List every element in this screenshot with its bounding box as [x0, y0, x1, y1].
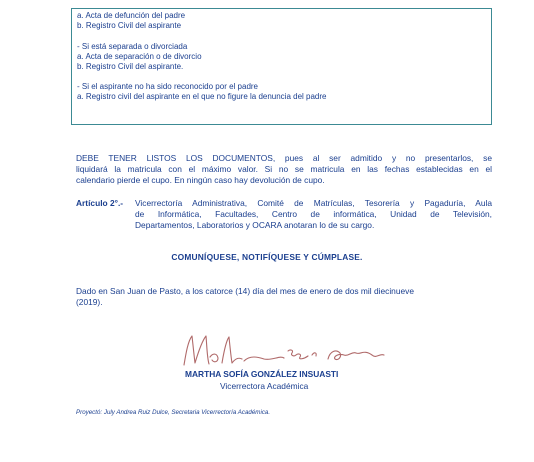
box-line: a. Registro civil del aspirante en el que no figure la denuncia del padre — [77, 92, 327, 101]
box-line: a. Acta de defunción del padre — [77, 11, 186, 20]
article-label: Artículo 2°.- — [76, 198, 124, 208]
box-line: - Si el aspirante no ha sido reconocido por el padre — [77, 82, 258, 91]
notice-line: calendario pierde el cupo. En ningún caso hay devolución de cupo. — [76, 175, 325, 185]
signatory-name: MARTHA SOFÍA GONZÁLEZ INSUASTI — [185, 369, 339, 379]
signatory-role: Vicerrectora Académica — [220, 381, 309, 391]
box-line: b. Registro Civil del aspirante. — [77, 62, 184, 71]
documents-notice — [76, 153, 492, 186]
handwritten-signature — [180, 333, 390, 369]
box-line: a. Acta de separación o de divorcio — [77, 52, 202, 61]
article-line: Vicerrectoría Administrativa, Comité de Matrículas, Tesorería y Pagaduría, Aula — [135, 198, 492, 208]
box-line: - Si está separada o divorciada — [77, 42, 188, 51]
date-statement — [76, 286, 492, 308]
date-line: Dado en San Juan de Pasto, a los catorce (14) día del mes de enero de dos mil diecinueve — [76, 286, 414, 296]
article-line: de Informática, Facultades, Centro de informática, Unidad de Televisión, — [135, 209, 492, 219]
article-line: Departamentos, Laboratorios y OCARA anotaran lo de su cargo. — [135, 220, 375, 230]
notice-line: liquidará la matricula con el máximo valor. Si no se matricula en las fechas establecidas en el — [76, 164, 492, 174]
drafted-by-note: Proyectó: July Andrea Ruiz Dulce, Secretaria Vicerrectoría Académica. — [76, 409, 271, 416]
article-body — [135, 198, 492, 231]
notice-line: DEBE TENER LISTOS LOS DOCUMENTOS, pues al ser admitido y no presentarlos, se — [76, 153, 492, 163]
box-line: b. Registro Civil del aspirante — [77, 21, 182, 30]
date-line: (2019). — [76, 297, 103, 307]
requirements-box — [71, 8, 492, 125]
closing-heading: COMUNÍQUESE, NOTIFÍQUESE Y CÚMPLASE. — [171, 252, 363, 262]
